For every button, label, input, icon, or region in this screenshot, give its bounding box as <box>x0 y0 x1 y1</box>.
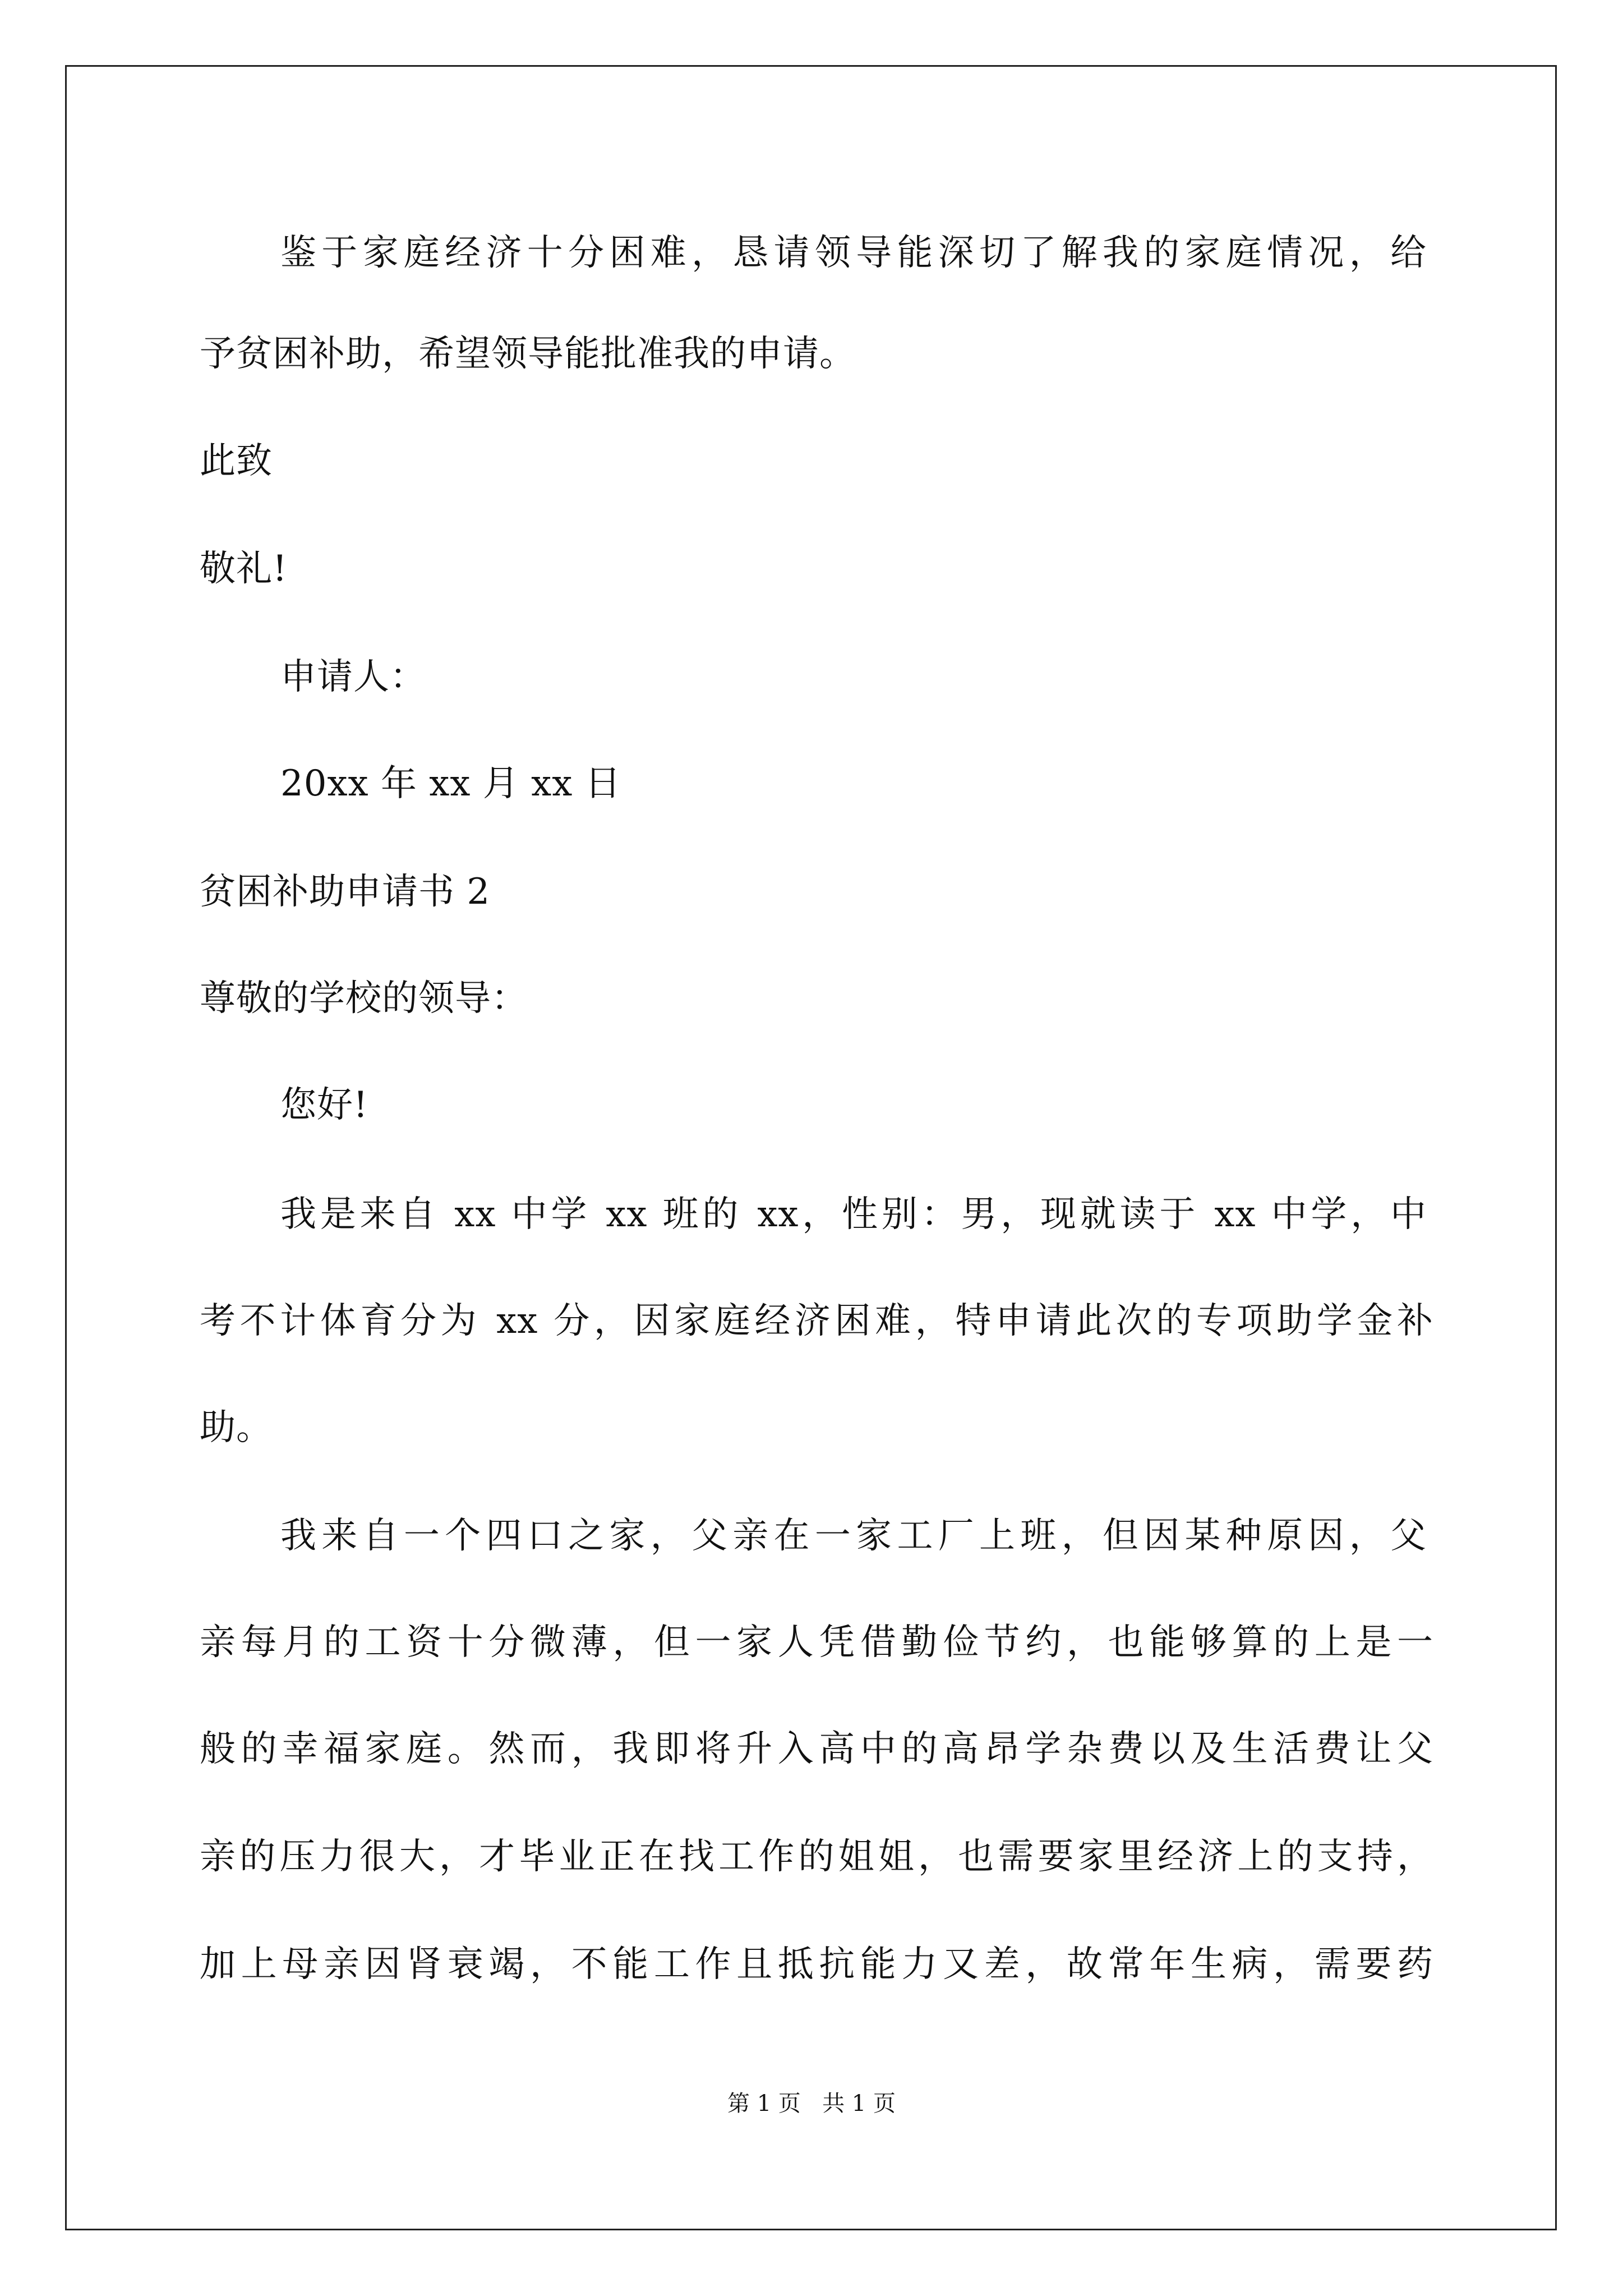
paragraph-line: 般的幸福家庭。然而，我即将升入高中的高昂学杂费以及生活费让父 <box>200 1728 1433 1770</box>
paragraph-line: 助。 <box>200 1407 273 1448</box>
paragraph-line: 予贫困补助，希望领导能批准我的申请。 <box>200 333 856 375</box>
paragraph-line: 亲的压力很大，才毕业正在找工作的姐姐，也需要家里经济上的支持， <box>200 1836 1433 1878</box>
applicant-label: 申请人： <box>280 656 426 698</box>
closing-regards: 敬礼! <box>200 548 288 590</box>
letter-greeting: 尊敬的学校的领导： <box>200 978 528 1019</box>
paragraph-line: 鉴于家庭经济十分困难，恳请领导能深切了解我的家庭情况，给 <box>280 232 1427 274</box>
date-line: 20xx 年 xx 月 xx 日 <box>280 763 621 804</box>
letter-hello: 您好! <box>280 1084 368 1126</box>
section-title: 贫困补助申请书 2 <box>200 871 491 913</box>
closing-salutation: 此致 <box>200 440 273 482</box>
paragraph-line: 我来自一个四口之家，父亲在一家工厂上班，但因某种原因，父 <box>280 1515 1427 1557</box>
paragraph-line: 亲每月的工资十分微薄，但一家人凭借勤俭节约，也能够算的上是一 <box>200 1622 1433 1663</box>
page-border <box>65 65 1557 2230</box>
paragraph-line: 考不计体育分为 xx 分，因家庭经济困难，特申请此次的专项助学金补 <box>200 1300 1433 1342</box>
paragraph-line: 加上母亲因肾衰竭，不能工作且抵抗能力又差，故常年生病，需要药 <box>200 1944 1433 1985</box>
paragraph-line: 我是来自 xx 中学 xx 班的 xx，性别：男，现就读于 xx 中学，中 <box>280 1194 1427 1235</box>
page-footer: 第 1 页 共 1 页 <box>727 2091 896 2116</box>
